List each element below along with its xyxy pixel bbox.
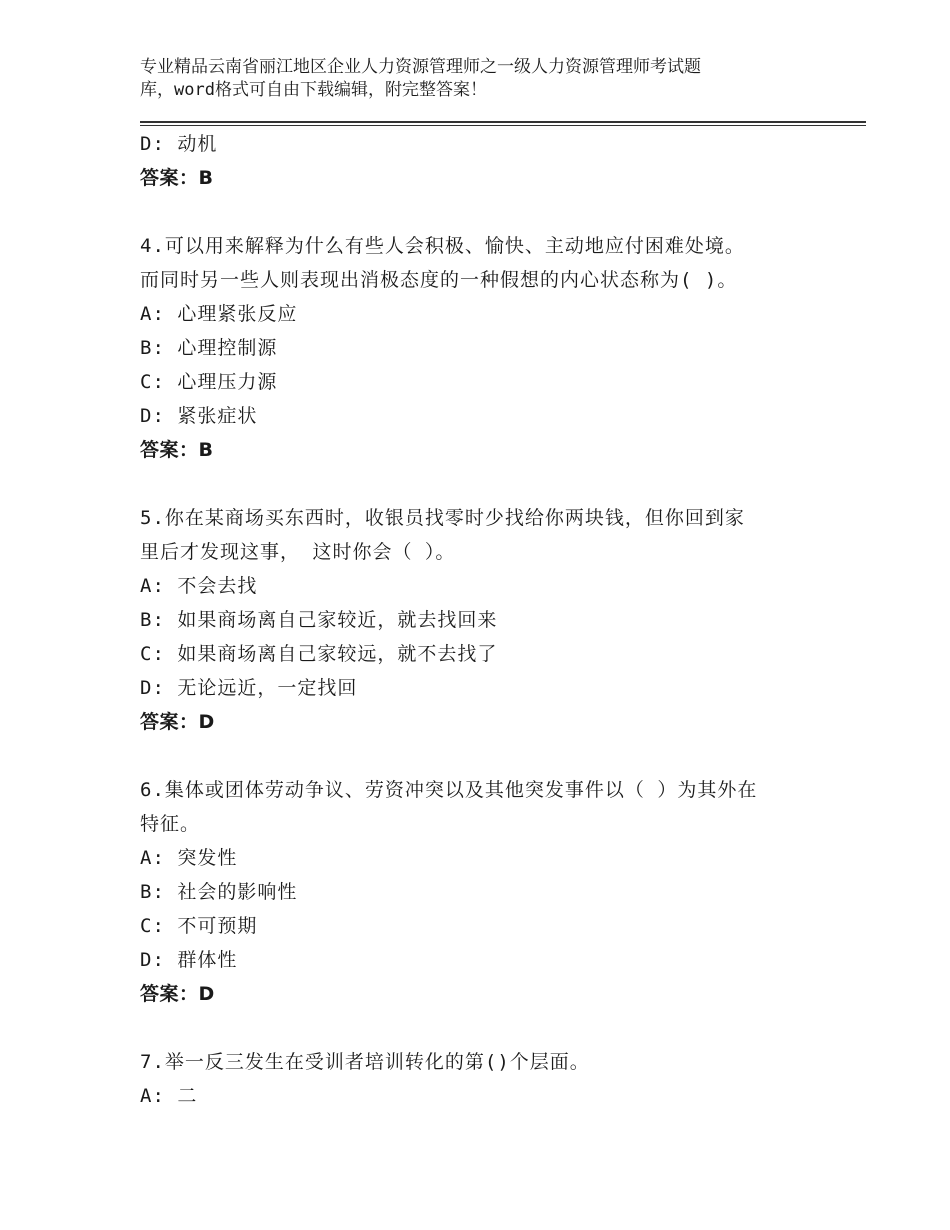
option-c: C: 心理压力源: [140, 371, 278, 393]
question-stem-line-1: 6.集体或团体劳动争议、劳资冲突以及其他突发事件以（ ）为其外在: [140, 779, 758, 801]
page-header: [140, 56, 840, 102]
answer: 答案：D: [140, 711, 215, 733]
option-d: D: 紧张症状: [140, 405, 258, 427]
option-c: C: 不可预期: [140, 915, 258, 937]
header-line-1: 专业精品云南省丽江地区企业人力资源管理师之一级人力资源管理师考试题: [140, 57, 701, 77]
question-4: [140, 229, 840, 467]
question-6: [140, 773, 840, 1011]
answer: 答案：B: [140, 439, 214, 461]
header-line-2: 库，word格式可自由下载编辑，附完整答案！: [140, 80, 487, 100]
header-rule-thin: [140, 125, 866, 126]
option-c: C: 如果商场离自己家较远，就不去找了: [140, 643, 498, 665]
question-7: [140, 1045, 840, 1113]
question-stem-line-2: 而同时另一些人则表现出消极态度的一种假想的内心状态称为( )。: [140, 269, 738, 291]
question-5: [140, 501, 840, 739]
answer: 答案：B: [140, 167, 214, 189]
option-a: A: 心理紧张反应: [140, 303, 298, 325]
option-a: A: 不会去找: [140, 575, 258, 597]
option-d: D: 动机: [140, 133, 218, 155]
option-d: D: 无论远近，一定找回: [140, 677, 358, 699]
question-list: [140, 127, 840, 1113]
option-b: B: 心理控制源: [140, 337, 278, 359]
option-b: B: 社会的影响性: [140, 881, 298, 903]
option-b: B: 如果商场离自己家较近，就去找回来: [140, 609, 498, 631]
option-a: A: 二: [140, 1085, 198, 1107]
option-a: A: 突发性: [140, 847, 238, 869]
question-stem-line-1: 7.举一反三发生在受训者培训转化的第()个层面。: [140, 1051, 590, 1073]
answer: 答案：D: [140, 983, 215, 1005]
question-stem-line-2: 特征。: [140, 813, 201, 835]
question-3-tail: [140, 127, 840, 195]
question-stem-line-1: 4.可以用来解释为什么有些人会积极、愉快、主动地应付困难处境。: [140, 235, 745, 257]
question-stem-line-1: 5.你在某商场买东西时，收银员找零时少找给你两块钱，但你回到家: [140, 507, 745, 529]
question-stem-line-2: 里后才发现这事， 这时你会（ ）。: [140, 541, 456, 563]
header-rule-thick: [140, 121, 866, 123]
option-d: D: 群体性: [140, 949, 238, 971]
